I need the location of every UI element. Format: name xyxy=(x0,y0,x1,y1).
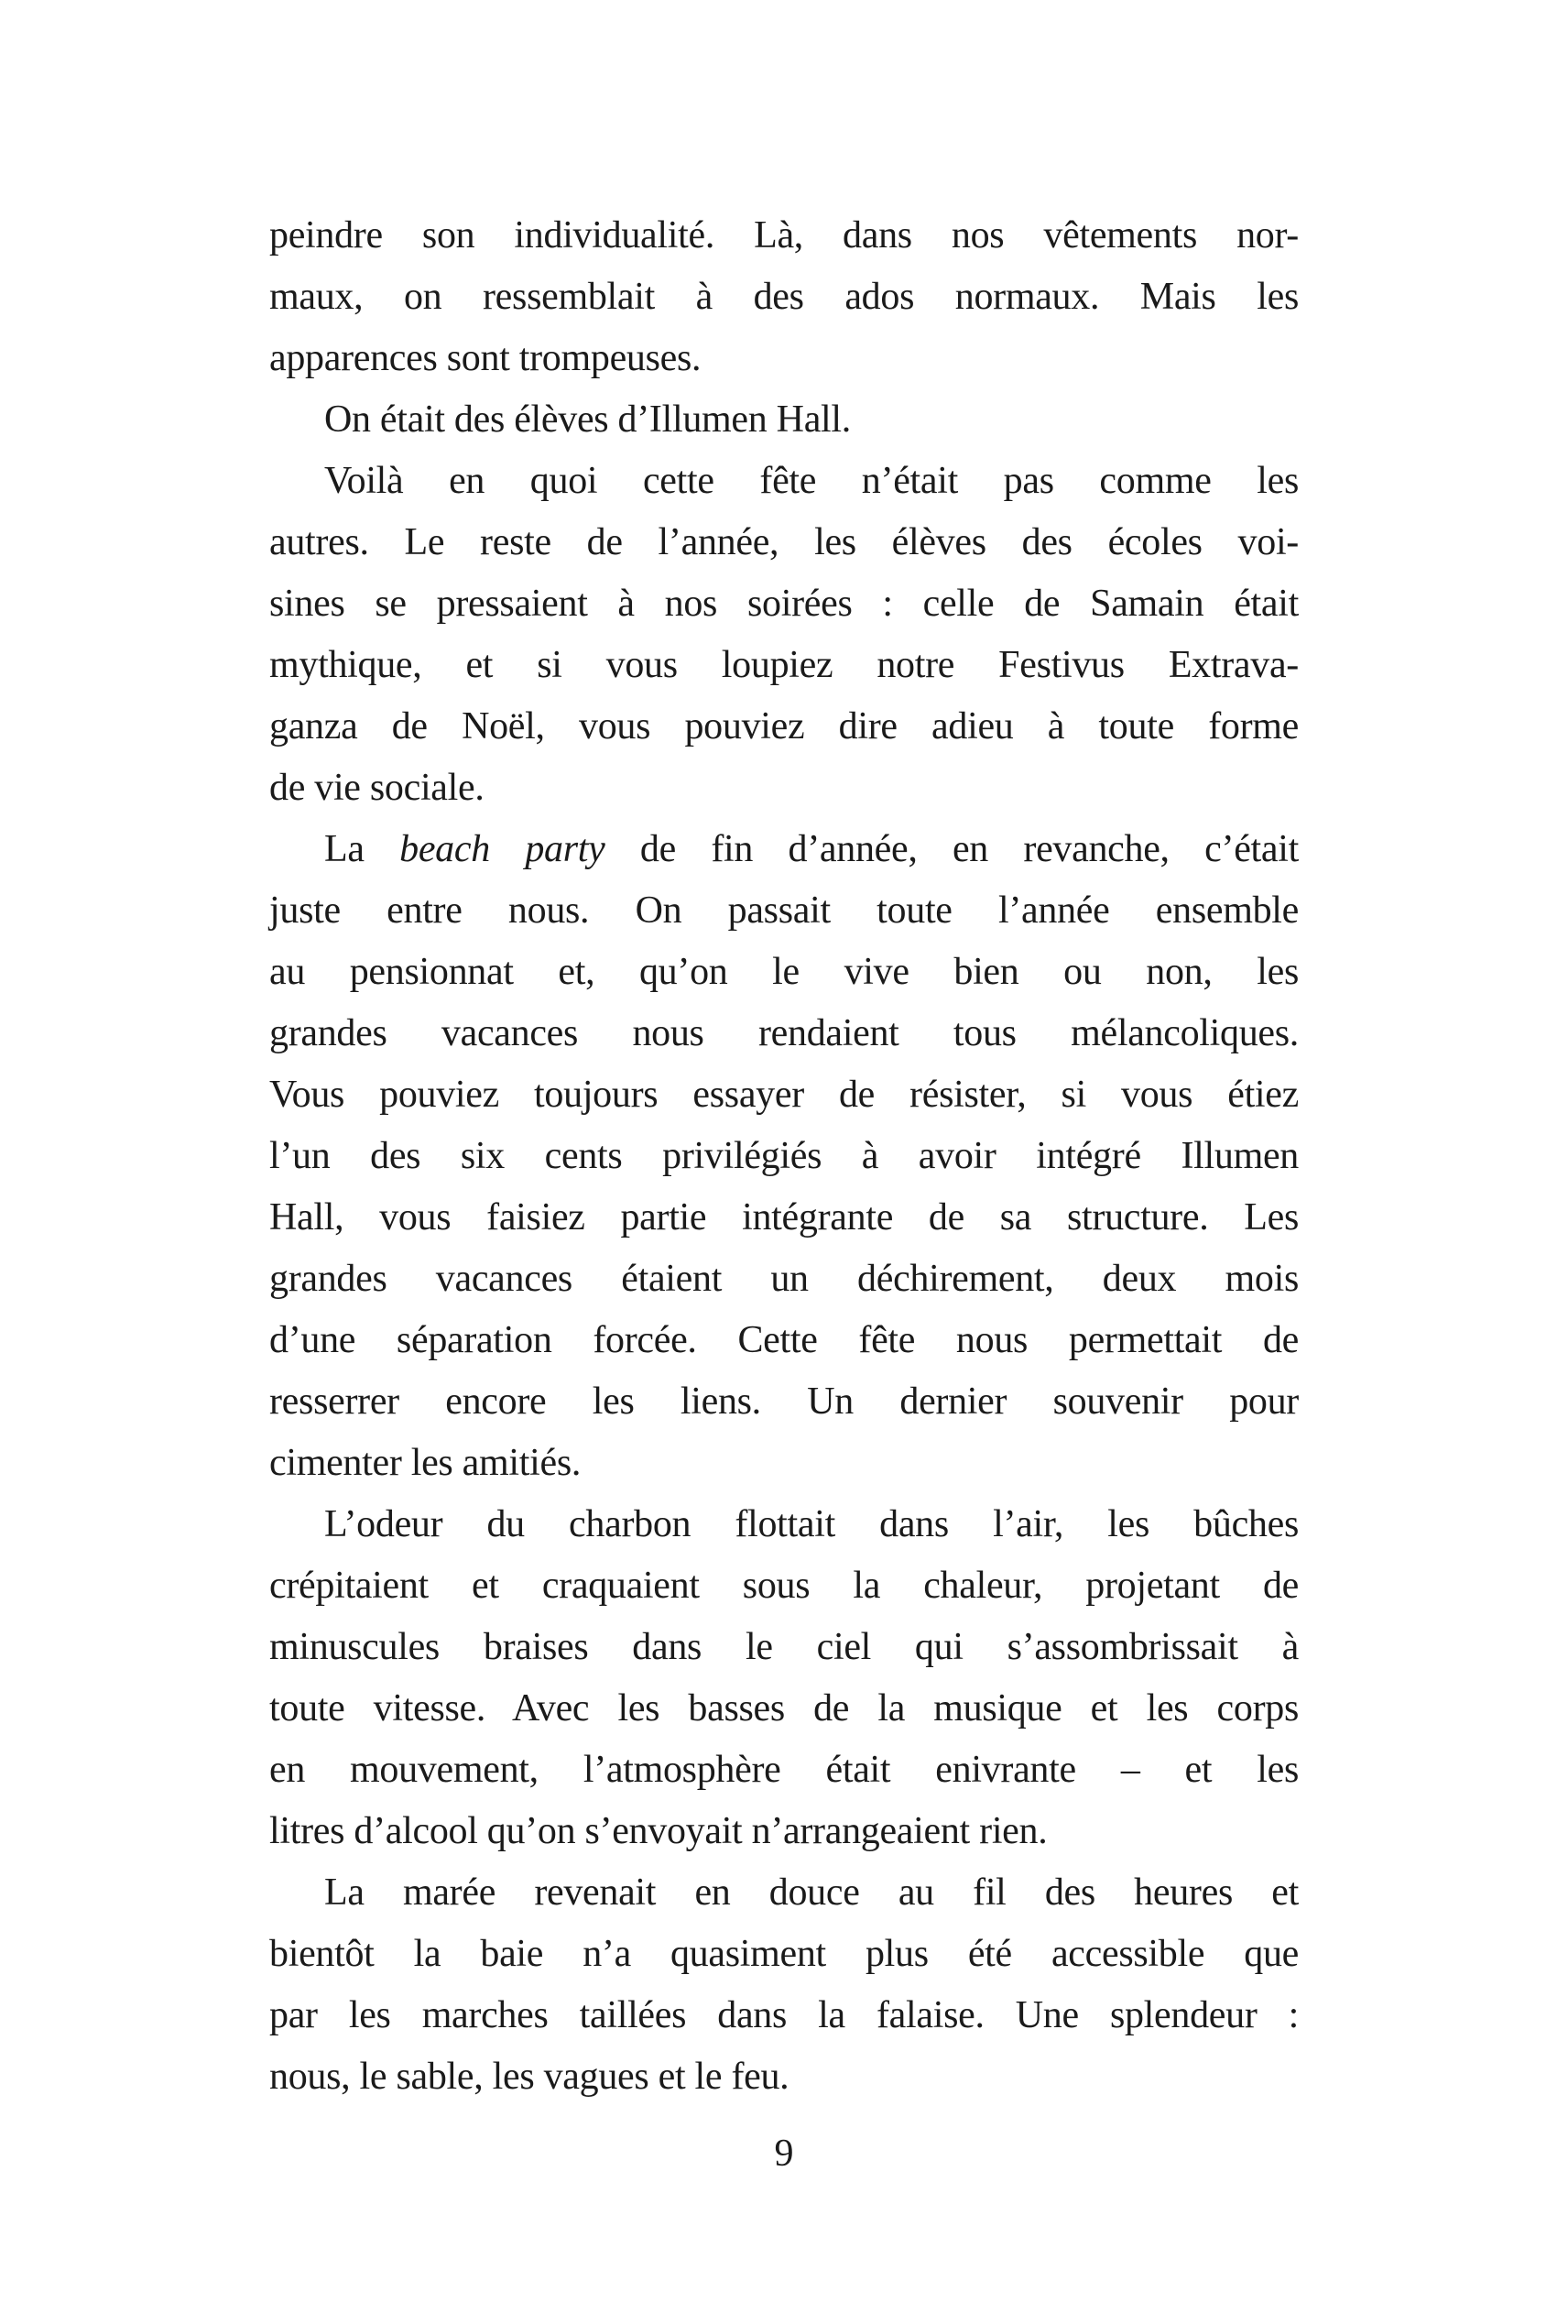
text-line xyxy=(269,573,1299,635)
text-segment: juste entre nous. On passait toute l’année ensemble xyxy=(269,889,1299,932)
text-line xyxy=(269,1555,1299,1617)
text-segment: On était des élèves d’Illumen Hall. xyxy=(324,398,851,441)
text-line xyxy=(269,1740,1299,1801)
text-segment: Hall, vous faisiez partie intégrante de sa structure. Les xyxy=(269,1196,1299,1238)
text-line xyxy=(269,451,1299,512)
text-line xyxy=(269,1924,1299,1985)
text-segment: de fin d’année, en revanche, c’était xyxy=(604,828,1299,870)
text-segment: toute vitesse. Avec les basses de la musique et les corps xyxy=(269,1687,1299,1729)
text-line xyxy=(269,512,1299,573)
text-segment: au pensionnat et, qu’on le vive bien ou non, les xyxy=(269,951,1299,993)
text-segment: ganza de Noël, vous pouviez dire adieu à toute forme xyxy=(269,705,1299,747)
text-line xyxy=(269,2046,1299,2108)
text-line xyxy=(269,1371,1299,1433)
text-segment: cimenter les amitiés. xyxy=(269,1442,582,1484)
text-line xyxy=(269,880,1299,942)
italic-text-segment: beach party xyxy=(399,828,605,870)
text-segment: bientôt la baie n’a quasiment plus été accessible que xyxy=(269,1933,1299,1975)
text-segment: d’une séparation forcée. Cette fête nous permettait de xyxy=(269,1319,1299,1361)
page-number: 9 xyxy=(774,2133,794,2175)
text-line xyxy=(269,758,1299,819)
text-segment: grandes vacances étaient un déchirement, deux mois xyxy=(269,1258,1299,1300)
text-line xyxy=(269,1862,1299,1924)
text-line xyxy=(269,1310,1299,1371)
text-line xyxy=(269,267,1299,328)
text-segment: nous, le sable, les vagues et le feu. xyxy=(269,2056,789,2098)
text-line xyxy=(269,696,1299,758)
text-line xyxy=(269,389,1299,451)
text-line xyxy=(269,1433,1299,1494)
text-segment: mythique, et si vous loupiez notre Festivus Extrava- xyxy=(269,644,1299,686)
text-segment: par les marches taillées dans la falaise. Une splendeur : xyxy=(269,1994,1299,2036)
text-segment: La xyxy=(324,828,400,870)
text-line xyxy=(269,1064,1299,1126)
text-segment: maux, on ressemblait à des ados normaux. Mais les xyxy=(269,276,1299,318)
text-segment: sines se pressaient à nos soirées : celle de Samain était xyxy=(269,583,1299,625)
text-segment: litres d’alcool qu’on s’envoyait n’arrangeaient rien. xyxy=(269,1810,1048,1852)
text-block xyxy=(269,205,1299,2108)
text-line xyxy=(269,1126,1299,1187)
text-line xyxy=(269,1985,1299,2046)
text-segment: Vous pouviez toujours essayer de résister, si vous étiez xyxy=(269,1074,1299,1116)
text-line xyxy=(269,1494,1299,1555)
text-segment: minuscules braises dans le ciel qui s’assombrissait à xyxy=(269,1626,1299,1668)
text-segment: l’un des six cents privilégiés à avoir intégré Illumen xyxy=(269,1135,1299,1177)
text-line xyxy=(269,1249,1299,1310)
text-segment: La marée revenait en douce au fil des heures et xyxy=(324,1871,1299,1914)
text-line xyxy=(269,1617,1299,1678)
text-line xyxy=(269,328,1299,389)
text-line xyxy=(269,1801,1299,1862)
text-segment: Voilà en quoi cette fête n’était pas comme les xyxy=(324,460,1299,502)
text-segment: apparences sont trompeuses. xyxy=(269,337,702,379)
text-segment: autres. Le reste de l’année, les élèves des écoles voi- xyxy=(269,521,1299,563)
text-line xyxy=(269,1187,1299,1249)
text-segment: grandes vacances nous rendaient tous mélancoliques. xyxy=(269,1012,1299,1054)
text-line xyxy=(269,1678,1299,1740)
text-segment: de vie sociale. xyxy=(269,767,485,809)
text-line xyxy=(269,942,1299,1003)
text-segment: resserrer encore les liens. Un dernier souvenir pour xyxy=(269,1380,1299,1423)
text-line xyxy=(269,635,1299,696)
text-segment: crépitaient et craquaient sous la chaleur, projetant de xyxy=(269,1565,1299,1607)
text-line xyxy=(269,205,1299,267)
text-line xyxy=(269,1003,1299,1064)
text-segment: L’odeur du charbon flottait dans l’air, les bûches xyxy=(324,1503,1299,1545)
text-line xyxy=(269,819,1299,880)
text-segment: en mouvement, l’atmosphère était enivrante – et les xyxy=(269,1749,1299,1791)
text-segment: peindre son individualité. Là, dans nos vêtements nor- xyxy=(269,214,1299,256)
